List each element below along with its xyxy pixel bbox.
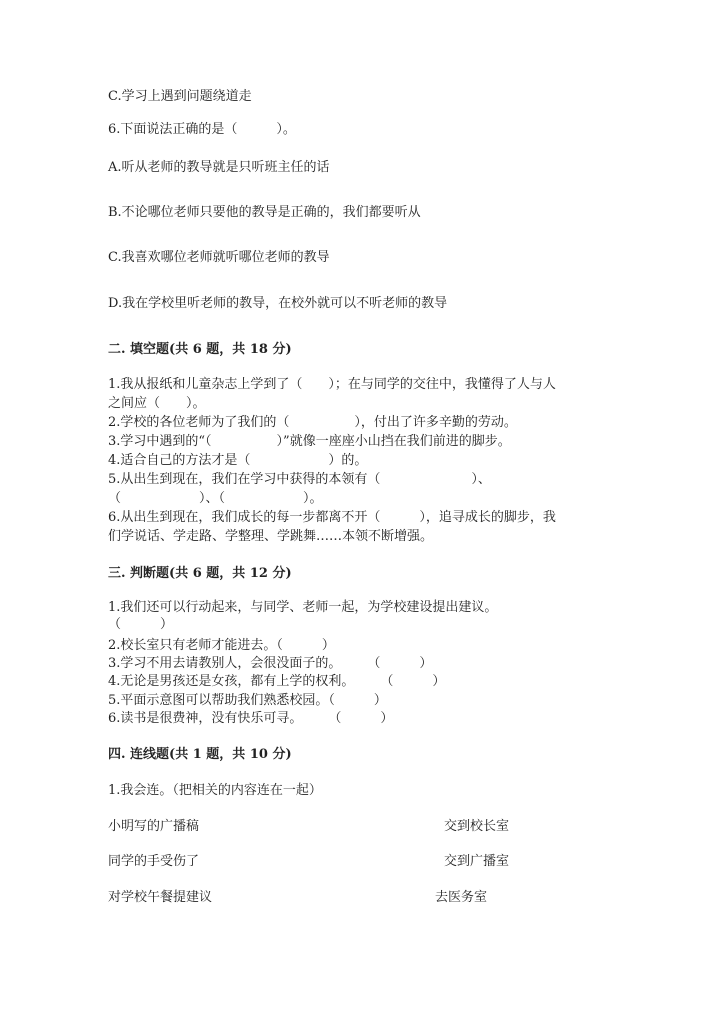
fill-line: 5.从出生到现在，我们在学习中获得的本领有（ ）、	[108, 472, 491, 487]
fill-line: 之间应（ ）。	[108, 396, 206, 411]
section-heading: 二. 填空题(共 6 题，共 18 分)	[108, 342, 292, 357]
match-left-item: 同学的手受伤了	[108, 854, 200, 869]
option-c: C.我喜欢哪位老师就听哪位老师的教导	[108, 250, 330, 265]
match-right-item: 交到广播室	[444, 854, 510, 869]
match-left-item: 小明写的广播稿	[108, 819, 200, 834]
judge-line: 6.读书是很费神，没有快乐可寻。 （ ）	[108, 711, 394, 726]
question-stem: 6.下面说法正确的是（ ）。	[108, 122, 296, 137]
match-right-item: 去医务室	[435, 890, 488, 905]
match-left-item: 对学校午餐提建议	[108, 890, 213, 905]
judge-line: （ ）	[108, 617, 174, 632]
option-d: D.我在学校里听老师的教导，在校外就可以不听老师的教导	[108, 296, 448, 311]
judge-line: 3.学习不用去请教别人，会很没面子的。 （ ）	[108, 656, 433, 671]
match-right-item: 交到校长室	[444, 819, 510, 834]
fill-line: 1.我从报纸和儿童杂志上学到了（ ）；在与同学的交往中，我懂得了人与人	[108, 377, 556, 392]
fill-line: 们学说话、学走路、学整理、学跳舞……本领不断增强。	[108, 529, 434, 544]
option-b: B.不论哪位老师只要他的教导是正确的，我们都要听从	[108, 205, 421, 220]
section-heading: 四. 连线题(共 1 题，共 10 分)	[108, 747, 292, 762]
judge-line: 4.无论是男孩还是女孩，都有上学的权利。 （ ）	[108, 674, 446, 689]
fill-line: （ ）、（ ）。	[108, 491, 323, 506]
fill-line: 4.适合自己的方法才是（ ）的。	[108, 453, 368, 468]
fill-line: 6.从出生到现在，我们成长的每一步都离不开（ ），追寻成长的脚步，我	[108, 510, 556, 525]
option-a: A.听从老师的教导就是只听班主任的话	[108, 160, 330, 175]
q5-option-c: C.学习上遇到问题绕道走	[108, 89, 252, 104]
judge-line: 1.我们还可以行动起来，与同学、老师一起，为学校建设提出建议。	[108, 600, 498, 615]
judge-line: 5.平面示意图可以帮助我们熟悉校园。（ ）	[108, 693, 387, 708]
fill-line: 3.学习中遇到的“（ ）”就像一座座小山挡在我们前进的脚步。	[108, 434, 511, 449]
judge-line: 2.校长室只有老师才能进去。（ ）	[108, 638, 335, 653]
fill-line: 2.学校的各位老师为了我们的（ ），付出了许多辛勤的劳动。	[108, 415, 517, 430]
section-heading: 三. 判断题(共 6 题，共 12 分)	[108, 566, 292, 581]
match-prompt: 1.我会连。（把相关的内容连在一起）	[108, 783, 322, 798]
